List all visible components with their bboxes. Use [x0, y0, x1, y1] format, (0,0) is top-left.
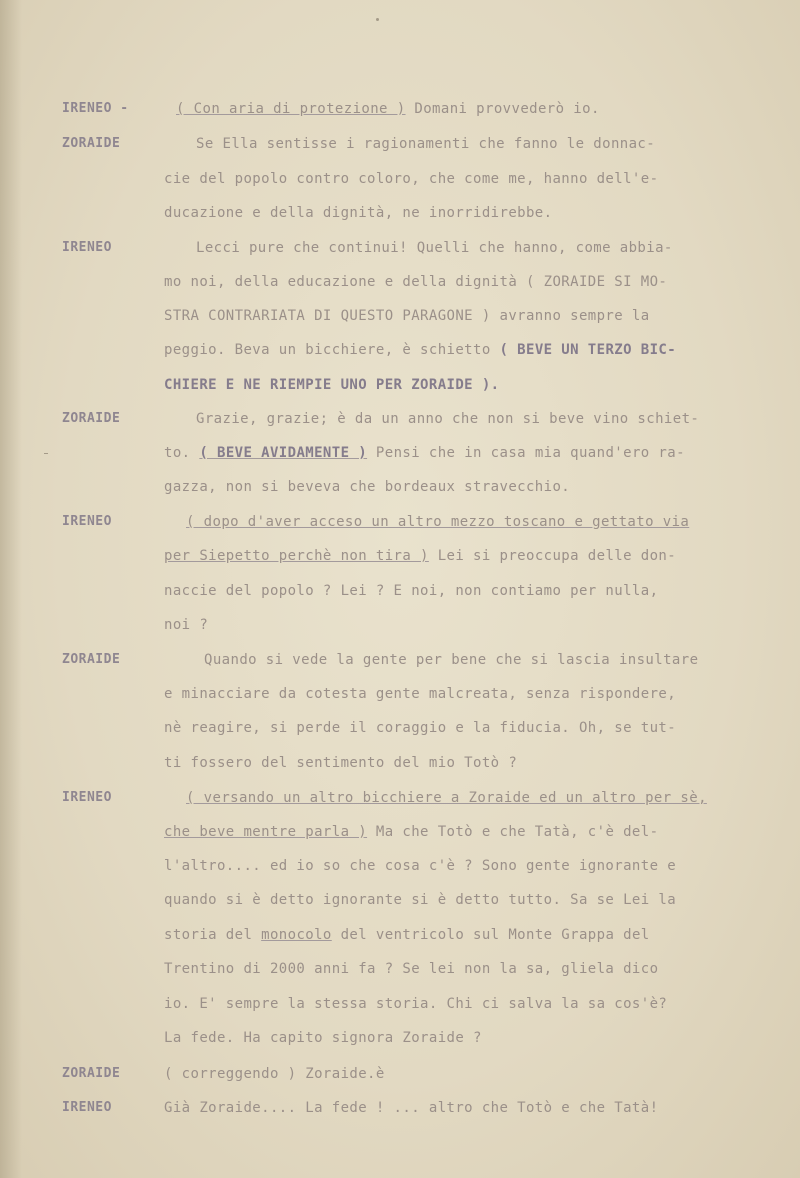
- dialogue-line: noi ?: [164, 617, 209, 633]
- dialogue-line: ( correggendo ) Zoraide.è: [164, 1066, 385, 1082]
- dialogue-line: ducazione e della dignità, ne inorridirebbe.: [164, 205, 553, 221]
- dialogue-line: La fede. Ha capito signora Zoraide ?: [164, 1030, 482, 1046]
- speaker-name: IRENEO: [62, 240, 112, 255]
- dialogue-line: gazza, non si beveva che bordeaux stravecchio.: [164, 479, 571, 495]
- paper-speck: [44, 453, 48, 454]
- dialogue-line: nè reagire, si perde il coraggio e la fiducia. Oh, se tut-: [164, 720, 677, 736]
- dialogue-line: cie del popolo contro coloro, che come me, hanno dell'e-: [164, 171, 659, 187]
- speaker-name: ZORAIDE: [62, 1066, 121, 1081]
- dialogue-line: Trentino di 2000 anni fa ? Se lei non la sa, gliela dico: [164, 961, 659, 977]
- dialogue-line: Se Ella sentisse i ragionamenti che fanno le donnac-: [196, 136, 656, 152]
- dialogue-text: Ma che Totò e che Tatà, c'è del-: [367, 824, 659, 840]
- underlined-word: monocolo: [261, 927, 332, 943]
- stage-direction: che beve mentre parla ): [164, 824, 368, 840]
- speaker-name: IRENEO: [62, 790, 112, 805]
- speaker-name: IRENEO -: [62, 101, 129, 116]
- dialogue-text: Pensi che in casa mia quand'ero ra-: [367, 445, 685, 461]
- speaker-name: IRENEO: [62, 514, 112, 529]
- dialogue-line: quando si è detto ignorante si è detto tutto. Sa se Lei la: [164, 892, 677, 908]
- dialogue-text: to.: [164, 445, 200, 461]
- dialogue-line: ti fossero del sentimento del mio Totò ?: [164, 755, 518, 771]
- dialogue-text: Lei si preoccupa delle don-: [428, 548, 677, 564]
- dialogue-line: [164, 927, 650, 943]
- stage-direction: ( BEVE UN TERZO BIC-: [499, 342, 677, 358]
- dialogue-line: io. E' sempre la stessa storia. Chi ci salva la sa cos'è?: [164, 996, 668, 1012]
- speaker-name: ZORAIDE: [62, 652, 121, 667]
- paper-speck: [376, 18, 379, 21]
- dialogue-line: [176, 101, 600, 117]
- dialogue-line: STRA CONTRARIATA DI QUESTO PARAGONE ) avranno sempre la: [164, 308, 650, 324]
- speaker-name: ZORAIDE: [62, 411, 121, 426]
- dialogue-text: peggio. Beva un bicchiere, è schietto: [164, 342, 500, 358]
- dialogue-text: del ventricolo sul Monte Grappa del: [331, 927, 650, 943]
- dialogue-line: Grazie, grazie; è da un anno che non si beve vino schiet-: [196, 411, 700, 427]
- dialogue-line: Lecci pure che continui! Quelli che hanno, come abbia-: [196, 240, 673, 256]
- stage-direction: ( dopo d'aver acceso un altro mezzo toscano e gettato via: [186, 514, 690, 530]
- dialogue-text: Domani provvederò io.: [405, 101, 600, 117]
- dialogue-line: [164, 342, 676, 358]
- stage-direction: ( BEVE AVIDAMENTE ): [199, 445, 368, 461]
- dialogue-line: e minacciare da cotesta gente malcreata, senza rispondere,: [164, 686, 677, 702]
- dialogue-line: Già Zoraide.... La fede ! ... altro che Totò e che Tatà!: [164, 1100, 659, 1116]
- stage-direction: ( versando un altro bicchiere a Zoraide ed un altro per sè,: [186, 790, 707, 806]
- binding-edge: [0, 0, 22, 1178]
- stage-direction: ( Con aria di protezione ): [176, 101, 406, 117]
- stage-direction: CHIERE E NE RIEMPIE UNO PER ZORAIDE ).: [164, 377, 500, 393]
- dialogue-line: [164, 548, 676, 564]
- dialogue-line: mo noi, della educazione e della dignità ( ZORAIDE SI MO-: [164, 274, 668, 290]
- dialogue-line: naccie del popolo ? Lei ? E noi, non contiamo per nulla,: [164, 583, 659, 599]
- dialogue-line: [164, 824, 658, 840]
- stage-direction: per Siepetto perchè non tira ): [164, 548, 429, 564]
- dialogue-text: storia del: [164, 927, 262, 943]
- dialogue-line: l'altro.... ed io so che cosa c'è ? Sono gente ignorante e: [164, 858, 677, 874]
- dialogue-line: [164, 445, 685, 461]
- speaker-name: IRENEO: [62, 1100, 112, 1115]
- dialogue-line: Quando si vede la gente per bene che si lascia insultare: [204, 652, 699, 668]
- speaker-name: ZORAIDE: [62, 136, 121, 151]
